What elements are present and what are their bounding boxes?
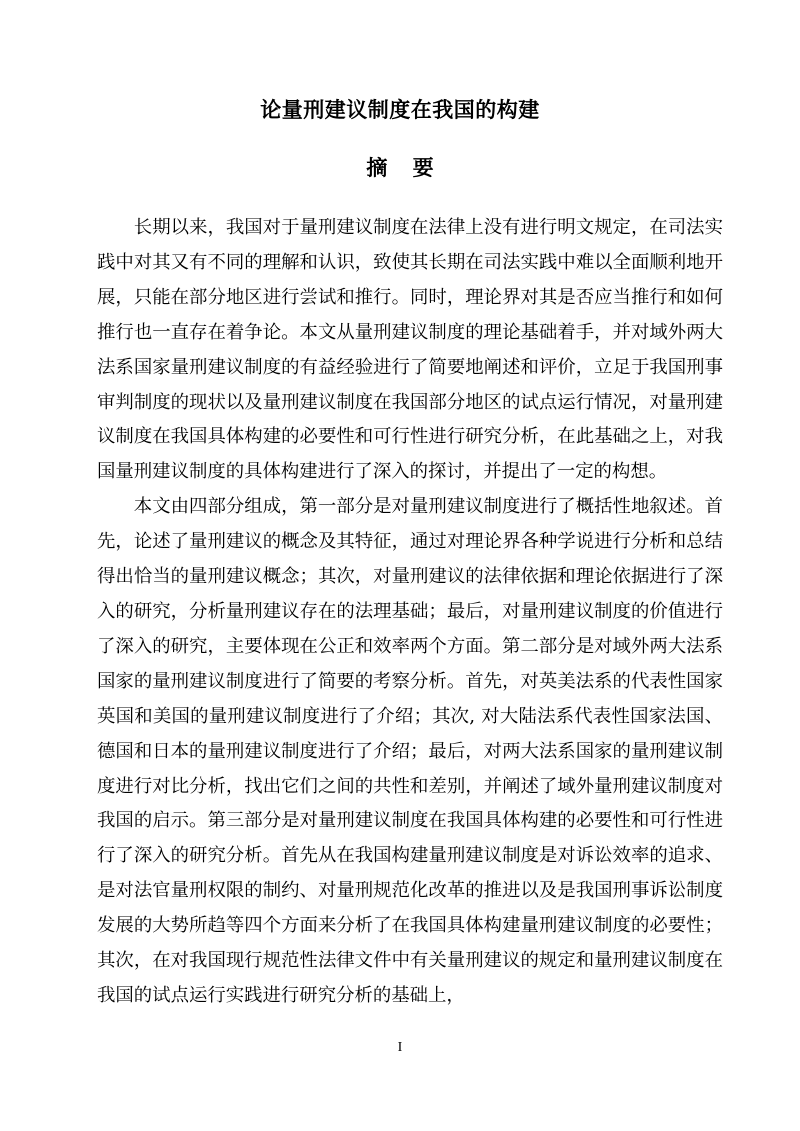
abstract-heading: 摘 要 — [366, 156, 434, 180]
abstract-paragraph-2: 本文由四部分组成，第一部分是对量刑建议制度进行了概括性地叙述。首先，论述了量刑建议的概念及其特征，通过对理论界各种学说进行分析和总结得出恰当的量刑建议概念；其次，对量刑建议的法律依据和理论依据进行了深入的研究，分析量刑建议存在的法理基础；最后，对量刑建议制度的价值进行了深入的研究，主要体现在公正和效率两个方面。第二部分是对域外两大法系国家的量刑建议制度进行了简要的考察分析。首先，对英美法系的代表性国家英国和美国的量刑建议制度进行了介绍；其次, 对大陆法系代表性国家法国、德国和日本的量刑建议制度进行了介绍；最后，对两大法系国家的量刑建议制度进行对比分析，找出它们之间的共性和差别，并阐述了域外量刑建议制度对我国的启示。第三部分是对量刑建议制度在我国具体构建的必要性和可行性进行了深入的研究分析。首先从在我国构建量刑建议制度是对诉讼效率的追求、是对法官量刑权限的制约、对量刑规范化改革的推进以及是我国刑事诉讼制度发展的大势所趋等四个方面来分析了在我国具体构建量刑建议制度的必要性；其次，在对我国现行规范性法律文件中有关量刑建议的规定和量刑建议制度在我国的试点运行实践进行研究分析的基础上， — [97, 496, 723, 1006]
abstract-paragraph-1: 长期以来，我国对于量刑建议制度在法律上没有进行明文规定，在司法实践中对其又有不同的理解和认识，致使其长期在司法实践中难以全面顺利地开展，只能在部分地区进行尝试和推行。同时，理论界对其是否应当推行和如何推行也一直存在着争论。本文从量刑建议制度的理论基础着手，并对域外两大法系国家量刑建议制度的有益经验进行了简要地阐述和评价，立足于我国刑事审判制度的现状以及量刑建议制度在我国部分地区的试点运行情况，对量刑建议制度在我国具体构建的必要性和可行性进行研究分析，在此基础之上，对我国量刑建议制度的具体构建进行了深入的探讨，并提出了一定的构想。 — [97, 217, 723, 483]
abstract-body — [97, 211, 723, 1014]
paper-title: 论量刑建议制度在我国的构建 — [260, 98, 540, 122]
page-number: I — [397, 1040, 403, 1055]
